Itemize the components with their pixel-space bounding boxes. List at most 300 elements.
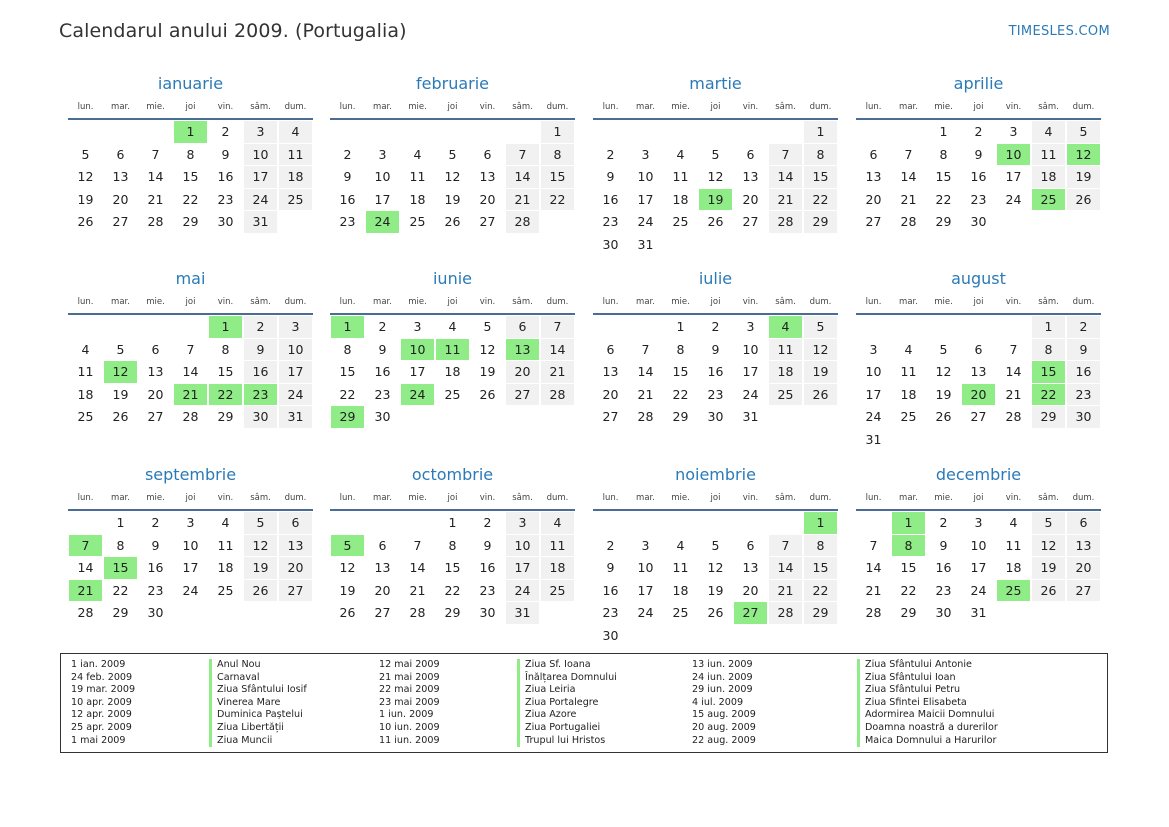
month-septembrie bbox=[68, 464, 313, 625]
day-cell: 13 bbox=[1067, 535, 1100, 557]
month-mai bbox=[68, 268, 313, 429]
day-cell: 19 bbox=[804, 361, 837, 383]
legend-dates-column bbox=[692, 659, 756, 747]
header-rule bbox=[593, 509, 838, 511]
week-row bbox=[330, 580, 575, 603]
day-cell: 6 bbox=[506, 316, 539, 338]
week-row bbox=[593, 535, 838, 558]
holiday-day-cell: 13 bbox=[506, 339, 539, 361]
holiday-day-cell: 10 bbox=[401, 339, 434, 361]
day-cell: 13 bbox=[602, 364, 619, 379]
legend-date: 22 aug. 2009 bbox=[692, 734, 756, 746]
day-cell: 12 bbox=[935, 364, 952, 379]
week-row bbox=[593, 316, 838, 339]
day-cell: 3 bbox=[974, 515, 983, 530]
empty-cell bbox=[857, 512, 890, 534]
legend-names-column bbox=[209, 659, 307, 747]
day-cell: 19 bbox=[935, 386, 952, 402]
holiday-day-cell: 27 bbox=[734, 602, 767, 624]
weekday-label: mar. bbox=[636, 493, 655, 503]
holiday-day-cell: 24 bbox=[366, 211, 399, 233]
day-cell: 13 bbox=[865, 169, 882, 184]
day-cell: 16 bbox=[970, 169, 987, 184]
empty-cell bbox=[436, 121, 469, 143]
week-row bbox=[330, 512, 575, 535]
holiday-day-cell: 25 bbox=[997, 580, 1030, 602]
weekday-header bbox=[68, 490, 313, 506]
day-cell: 16 bbox=[244, 361, 277, 383]
day-cell: 5 bbox=[483, 319, 492, 334]
day-cell: 14 bbox=[865, 560, 882, 575]
holiday-day-cell: 15 bbox=[104, 557, 137, 579]
day-cell: 27 bbox=[374, 605, 391, 620]
weekday-header bbox=[856, 294, 1101, 310]
legend-holiday-name: Maica Domnului a Harurilor bbox=[865, 734, 997, 746]
day-cell: 3 bbox=[279, 316, 312, 338]
empty-cell bbox=[629, 512, 662, 534]
holiday-day-cell: 24 bbox=[401, 384, 434, 406]
day-cell: 5 bbox=[116, 341, 125, 357]
weekday-label: vin. bbox=[217, 102, 234, 112]
day-cell: 8 bbox=[116, 537, 125, 553]
weekday-label: vin. bbox=[742, 297, 759, 307]
day-cell: 27 bbox=[865, 214, 882, 229]
weekday-label: sâm. bbox=[250, 102, 271, 112]
week-row bbox=[593, 361, 838, 384]
legend-holiday-name: Ziua Sfintei Elisabeta bbox=[865, 696, 967, 708]
weekday-label: vin. bbox=[479, 102, 496, 112]
day-cell: 7 bbox=[869, 537, 878, 553]
empty-cell bbox=[541, 406, 574, 428]
day-cell: 3 bbox=[186, 515, 195, 530]
legend-date: 11 iun. 2009 bbox=[379, 734, 440, 746]
weekday-label: dum. bbox=[1072, 493, 1095, 503]
day-cell: 24 bbox=[637, 214, 654, 229]
day-cell: 28 bbox=[637, 409, 654, 424]
week-row bbox=[330, 316, 575, 339]
day-cell: 10 bbox=[742, 341, 759, 357]
holiday-day-cell: 20 bbox=[962, 384, 995, 406]
header-rule bbox=[330, 118, 575, 120]
day-cell: 30 bbox=[602, 627, 619, 643]
empty-cell bbox=[279, 602, 312, 624]
weekday-label: mie. bbox=[934, 493, 953, 503]
month-aprilie bbox=[856, 73, 1101, 234]
week-row bbox=[856, 361, 1101, 384]
day-cell: 20 bbox=[147, 386, 164, 402]
week-row bbox=[330, 384, 575, 407]
day-cell: 7 bbox=[769, 535, 802, 557]
day-cell: 14 bbox=[506, 166, 539, 188]
day-cell: 13 bbox=[147, 364, 164, 379]
empty-cell bbox=[664, 512, 697, 534]
day-cell: 8 bbox=[804, 144, 837, 166]
holiday-day-cell: 4 bbox=[769, 316, 802, 338]
week-row bbox=[593, 512, 838, 535]
day-cell: 2 bbox=[1067, 316, 1100, 338]
day-cell: 7 bbox=[413, 537, 422, 553]
day-cell: 14 bbox=[769, 166, 802, 188]
weekday-label: lun. bbox=[339, 102, 356, 112]
empty-cell bbox=[471, 121, 504, 143]
day-cell: 10 bbox=[970, 537, 987, 553]
day-cell: 11 bbox=[217, 537, 234, 553]
day-cell: 5 bbox=[711, 537, 720, 553]
page-title: Calendarul anului 2009. (Portugalia) bbox=[59, 20, 407, 42]
month-iunie bbox=[330, 268, 575, 429]
day-cell: 28 bbox=[769, 602, 802, 624]
empty-cell bbox=[997, 429, 1030, 451]
week-row bbox=[330, 535, 575, 558]
legend-date: 25 apr. 2009 bbox=[71, 721, 132, 733]
legend-date: 20 aug. 2009 bbox=[692, 721, 756, 733]
day-cell: 9 bbox=[483, 537, 492, 553]
day-cell: 4 bbox=[1009, 515, 1018, 530]
day-cell: 6 bbox=[279, 512, 312, 534]
day-cell: 29 bbox=[217, 409, 234, 424]
day-cell: 27 bbox=[279, 580, 312, 602]
day-cell: 20 bbox=[742, 582, 759, 598]
day-cell: 2 bbox=[343, 146, 352, 162]
holiday-day-cell: 1 bbox=[209, 316, 242, 338]
day-cell: 11 bbox=[77, 364, 94, 379]
day-cell: 24 bbox=[182, 582, 199, 598]
weekday-header bbox=[593, 490, 838, 506]
day-cell: 6 bbox=[151, 341, 160, 357]
weekday-label: dum. bbox=[546, 102, 569, 112]
weekday-label: mie. bbox=[934, 297, 953, 307]
month-name: iunie bbox=[432, 269, 472, 288]
day-cell: 3 bbox=[746, 319, 755, 334]
day-cell: 24 bbox=[244, 189, 277, 211]
day-cell: 19 bbox=[707, 582, 724, 598]
empty-cell bbox=[769, 406, 802, 428]
day-cell: 15 bbox=[182, 169, 199, 184]
empty-cell bbox=[174, 316, 207, 338]
legend-date: 23 mai 2009 bbox=[379, 696, 440, 708]
day-cell: 25 bbox=[279, 189, 312, 211]
brand-logo[interactable]: TIMESLES.COM bbox=[1008, 24, 1110, 39]
empty-cell bbox=[892, 429, 925, 451]
day-cell: 13 bbox=[374, 560, 391, 575]
day-cell: 7 bbox=[151, 146, 160, 162]
week-row bbox=[68, 557, 313, 580]
empty-cell bbox=[401, 406, 434, 428]
day-cell: 16 bbox=[935, 560, 952, 575]
weekday-label: mar. bbox=[899, 297, 918, 307]
weekday-label: dum. bbox=[546, 493, 569, 503]
weekday-label: lun. bbox=[77, 493, 94, 503]
day-cell: 18 bbox=[541, 557, 574, 579]
day-cell: 17 bbox=[409, 364, 426, 379]
day-cell: 22 bbox=[935, 191, 952, 207]
header-rule bbox=[330, 509, 575, 511]
empty-cell bbox=[244, 602, 277, 624]
day-cell: 7 bbox=[1009, 341, 1018, 357]
day-cell: 24 bbox=[865, 409, 882, 424]
day-cell: 5 bbox=[939, 341, 948, 357]
day-cell: 29 bbox=[672, 409, 689, 424]
legend-date: 1 mai 2009 bbox=[71, 734, 126, 746]
week-row bbox=[68, 339, 313, 362]
header-rule bbox=[68, 509, 313, 511]
weekday-label: joi bbox=[185, 297, 196, 307]
day-cell: 11 bbox=[672, 560, 689, 575]
empty-cell bbox=[331, 121, 364, 143]
day-cell: 9 bbox=[244, 339, 277, 361]
day-cell: 14 bbox=[541, 339, 574, 361]
day-cell: 21 bbox=[1005, 386, 1022, 402]
day-cell: 12 bbox=[444, 169, 461, 184]
day-cell: 25 bbox=[444, 386, 461, 402]
day-cell: 3 bbox=[413, 319, 422, 334]
empty-cell bbox=[506, 406, 539, 428]
empty-cell bbox=[69, 316, 102, 338]
weekday-label: lun. bbox=[602, 493, 619, 503]
empty-cell bbox=[139, 121, 172, 143]
day-cell: 28 bbox=[769, 211, 802, 233]
day-cell: 28 bbox=[77, 605, 94, 620]
day-cell: 12 bbox=[707, 560, 724, 575]
weekday-label: lun. bbox=[602, 297, 619, 307]
weekday-label: mie. bbox=[671, 102, 690, 112]
day-cell: 1 bbox=[116, 515, 125, 530]
empty-cell bbox=[401, 121, 434, 143]
day-cell: 19 bbox=[112, 386, 129, 402]
week-row bbox=[330, 211, 575, 234]
empty-cell bbox=[804, 234, 837, 256]
day-cell: 17 bbox=[865, 386, 882, 402]
week-row bbox=[593, 189, 838, 212]
day-cell: 29 bbox=[112, 605, 129, 620]
weekday-label: vin. bbox=[742, 102, 759, 112]
weekday-label: sâm. bbox=[512, 493, 533, 503]
day-cell: 3 bbox=[641, 146, 650, 162]
week-row bbox=[856, 602, 1101, 625]
legend-date: 24 feb. 2009 bbox=[71, 671, 133, 683]
legend-date: 21 mai 2009 bbox=[379, 671, 440, 683]
day-cell: 11 bbox=[769, 339, 802, 361]
legend-holiday-name: Ziua Sfântului Iosif bbox=[217, 684, 307, 696]
holiday-day-cell: 1 bbox=[804, 512, 837, 534]
header-rule bbox=[856, 313, 1101, 315]
day-cell: 27 bbox=[147, 409, 164, 424]
day-cell: 25 bbox=[77, 409, 94, 424]
week-row bbox=[856, 211, 1101, 234]
day-cell: 26 bbox=[707, 214, 724, 229]
weekday-header bbox=[68, 99, 313, 115]
day-cell: 29 bbox=[1032, 406, 1065, 428]
day-cell: 23 bbox=[217, 191, 234, 207]
weekday-label: lun. bbox=[602, 102, 619, 112]
week-row bbox=[856, 580, 1101, 603]
day-cell: 2 bbox=[378, 319, 387, 334]
weekday-header bbox=[593, 99, 838, 115]
day-cell: 4 bbox=[81, 341, 90, 357]
weekday-label: vin. bbox=[479, 493, 496, 503]
legend-names-column bbox=[857, 659, 998, 747]
week-row bbox=[593, 211, 838, 234]
weekday-label: joi bbox=[973, 493, 984, 503]
week-row bbox=[856, 512, 1101, 535]
day-cell: 28 bbox=[182, 409, 199, 424]
week-row bbox=[68, 211, 313, 234]
day-cell: 30 bbox=[602, 236, 619, 252]
day-cell: 15 bbox=[804, 557, 837, 579]
empty-cell bbox=[699, 121, 732, 143]
day-cell: 10 bbox=[506, 535, 539, 557]
weekday-label: sâm. bbox=[775, 493, 796, 503]
day-cell: 20 bbox=[742, 191, 759, 207]
weekday-header bbox=[330, 490, 575, 506]
week-row bbox=[593, 234, 838, 257]
day-cell: 21 bbox=[506, 189, 539, 211]
day-cell: 18 bbox=[1032, 166, 1065, 188]
week-row bbox=[856, 189, 1101, 212]
legend-date: 13 iun. 2009 bbox=[692, 659, 753, 670]
weekday-label: vin. bbox=[1005, 297, 1022, 307]
day-cell: 12 bbox=[244, 535, 277, 557]
week-row bbox=[856, 535, 1101, 558]
day-cell: 20 bbox=[865, 191, 882, 207]
weekday-label: vin. bbox=[217, 297, 234, 307]
day-cell: 22 bbox=[804, 189, 837, 211]
legend-holiday-name: Ziua Sfântului Petru bbox=[865, 684, 961, 696]
day-cell: 19 bbox=[1032, 557, 1065, 579]
day-cell: 27 bbox=[602, 409, 619, 424]
empty-cell bbox=[734, 234, 767, 256]
day-cell: 8 bbox=[939, 146, 948, 162]
week-row bbox=[68, 602, 313, 625]
empty-cell bbox=[594, 512, 627, 534]
holiday-day-cell: 19 bbox=[699, 189, 732, 211]
day-cell: 15 bbox=[444, 560, 461, 575]
day-cell: 10 bbox=[865, 364, 882, 379]
day-cell: 4 bbox=[279, 121, 312, 143]
weekday-label: sâm. bbox=[250, 297, 271, 307]
week-row bbox=[856, 339, 1101, 362]
day-cell: 1 bbox=[1032, 316, 1065, 338]
weekday-label: sâm. bbox=[512, 102, 533, 112]
weekday-label: dum. bbox=[809, 493, 832, 503]
holiday-day-cell: 5 bbox=[331, 535, 364, 557]
week-row bbox=[856, 429, 1101, 452]
day-cell: 18 bbox=[672, 191, 689, 207]
weekday-label: mar. bbox=[899, 493, 918, 503]
day-cell: 19 bbox=[339, 582, 356, 598]
empty-cell bbox=[927, 316, 960, 338]
day-cell: 27 bbox=[1067, 580, 1100, 602]
month-octombrie bbox=[330, 464, 575, 625]
weekday-label: mar. bbox=[111, 297, 130, 307]
day-cell: 5 bbox=[804, 316, 837, 338]
day-cell: 17 bbox=[1005, 169, 1022, 184]
weekday-label: joi bbox=[185, 102, 196, 112]
header-rule bbox=[856, 118, 1101, 120]
header-rule bbox=[330, 313, 575, 315]
day-cell: 22 bbox=[804, 580, 837, 602]
day-cell: 19 bbox=[244, 557, 277, 579]
legend-holiday-name: Ziua Sf. Ioana bbox=[525, 659, 591, 670]
legend-holiday-name: Înălțarea Domnului bbox=[525, 671, 617, 683]
day-cell: 22 bbox=[112, 582, 129, 598]
week-row bbox=[856, 406, 1101, 429]
day-cell: 15 bbox=[217, 364, 234, 379]
day-cell: 30 bbox=[935, 605, 952, 620]
day-cell: 27 bbox=[506, 384, 539, 406]
day-cell: 28 bbox=[900, 214, 917, 229]
empty-cell bbox=[892, 316, 925, 338]
week-row bbox=[68, 166, 313, 189]
day-cell: 16 bbox=[147, 560, 164, 575]
weekday-label: dum. bbox=[809, 102, 832, 112]
day-cell: 28 bbox=[865, 605, 882, 620]
day-cell: 24 bbox=[506, 580, 539, 602]
day-cell: 12 bbox=[339, 560, 356, 575]
day-cell: 16 bbox=[602, 582, 619, 598]
legend-holiday-name: Carnaval bbox=[217, 671, 260, 683]
legend-holiday-name: Anul Nou bbox=[217, 659, 261, 670]
legend-date: 10 iun. 2009 bbox=[379, 721, 440, 733]
empty-cell bbox=[401, 512, 434, 534]
month-name: noiembrie bbox=[675, 465, 756, 484]
day-cell: 23 bbox=[147, 582, 164, 598]
holiday-day-cell: 25 bbox=[1032, 189, 1065, 211]
day-cell: 23 bbox=[970, 191, 987, 207]
week-row bbox=[593, 580, 838, 603]
week-row bbox=[856, 316, 1101, 339]
month-ianuarie bbox=[68, 73, 313, 234]
empty-cell bbox=[734, 121, 767, 143]
day-cell: 3 bbox=[869, 341, 878, 357]
day-cell: 6 bbox=[746, 537, 755, 553]
day-cell: 3 bbox=[244, 121, 277, 143]
day-cell: 19 bbox=[1067, 166, 1100, 188]
empty-cell bbox=[1067, 429, 1100, 451]
weekday-label: joi bbox=[447, 297, 458, 307]
day-cell: 14 bbox=[769, 557, 802, 579]
day-cell: 12 bbox=[804, 339, 837, 361]
day-cell: 18 bbox=[77, 386, 94, 402]
holiday-day-cell: 12 bbox=[104, 361, 137, 383]
legend-holiday-name: Ziua Portalegre bbox=[525, 696, 599, 708]
day-cell: 17 bbox=[374, 191, 391, 207]
day-cell: 31 bbox=[244, 211, 277, 233]
day-cell: 12 bbox=[707, 169, 724, 184]
day-cell: 6 bbox=[483, 146, 492, 162]
day-cell: 7 bbox=[641, 341, 650, 357]
day-cell: 18 bbox=[672, 582, 689, 598]
day-cell: 11 bbox=[541, 535, 574, 557]
week-row bbox=[68, 189, 313, 212]
day-cell: 9 bbox=[378, 341, 387, 357]
holiday-day-cell: 10 bbox=[997, 144, 1030, 166]
legend-holiday-name: Ziua Portugaliei bbox=[525, 721, 601, 733]
day-cell: 13 bbox=[742, 169, 759, 184]
legend-holiday-name: Ziua Sfântului Ioan bbox=[865, 671, 956, 683]
day-cell: 20 bbox=[479, 191, 496, 207]
legend-date: 12 apr. 2009 bbox=[71, 709, 132, 721]
month-august bbox=[856, 268, 1101, 451]
week-row bbox=[68, 361, 313, 384]
day-cell: 23 bbox=[935, 582, 952, 598]
day-cell: 29 bbox=[935, 214, 952, 229]
day-cell: 22 bbox=[541, 189, 574, 211]
week-row bbox=[68, 121, 313, 144]
day-cell: 17 bbox=[182, 560, 199, 575]
day-cell: 8 bbox=[804, 535, 837, 557]
header-rule bbox=[68, 118, 313, 120]
